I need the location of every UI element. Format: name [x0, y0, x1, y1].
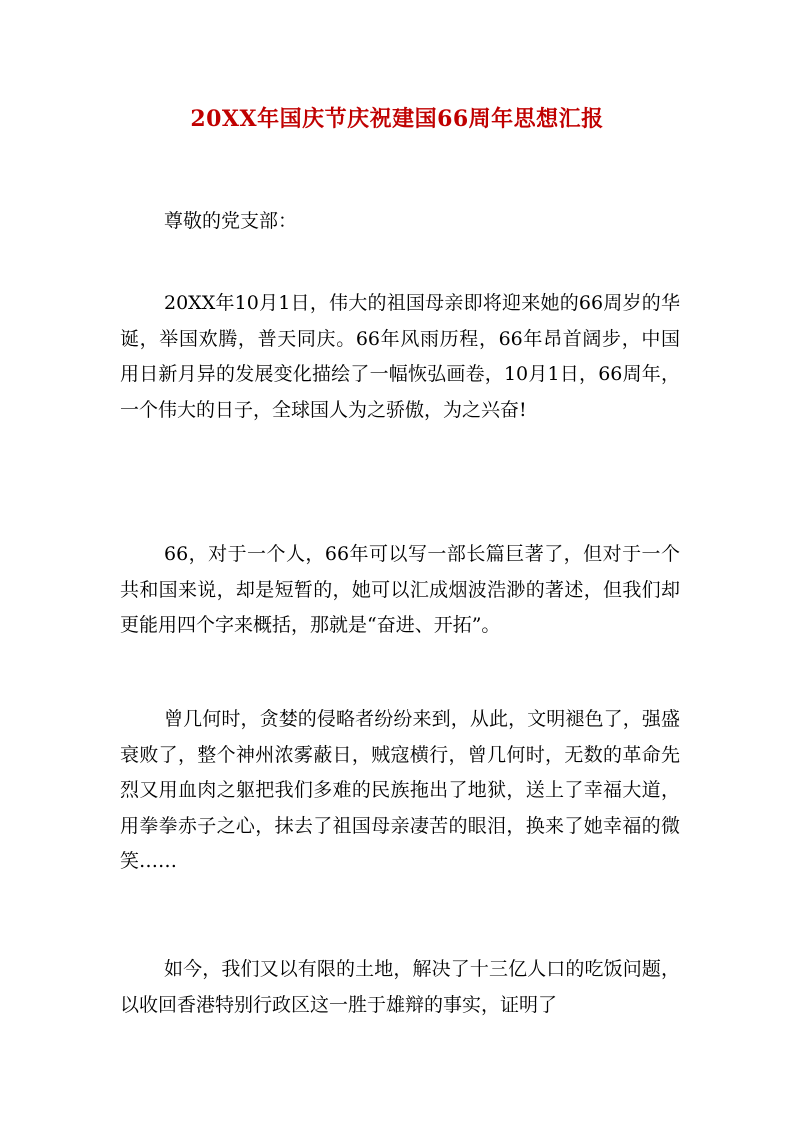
paragraph-2: 66，对于一个人，66年可以写一部长篇巨著了，但对于一个共和国来说，却是短暂的，她可以汇成烟波浩渺的著述，但我们却更能用四个字来概括，那就是“奋进、开拓”。	[120, 543, 680, 636]
paragraph-1: 20XX年10月1日，伟大的祖国母亲即将迎来她的66周岁的华诞，举国欢腾，普天同庆。66年风雨历程，66年昂首阔步，中国用日新月异的发展变化描绘了一幅恢弘画卷，10月1日，66周年，一个伟大的日子，全球国人为之骄傲，为之兴奋!	[120, 292, 680, 421]
salutation: 尊敬的党支部：	[164, 210, 298, 232]
document-title: 20XX年国庆节庆祝建国66周年思想汇报	[190, 106, 604, 132]
paragraph-3: 曾几何时，贪婪的侵略者纷纷来到，从此，文明褪色了，强盛衰败了，整个神州浓雾蔽日，贼寇横行，曾几何时，无数的革命先烈又用血肉之躯把我们多难的民族拖出了地狱，送上了幸福大道，用拳拳赤子之心，抹去了祖国母亲凄苦的眼泪，换来了她幸福的微笑……	[120, 708, 680, 872]
paragraph-4: 如今，我们又以有限的土地，解决了十三亿人口的吃饭问题，以收回香港特别行政区这一胜于雄辩的事实，证明了	[120, 958, 680, 1016]
